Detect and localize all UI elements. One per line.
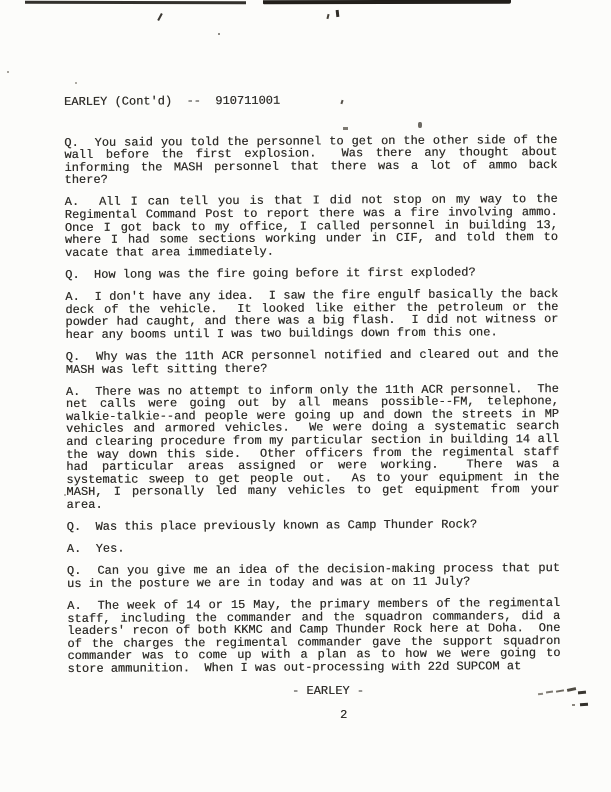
scan-speck: [75, 82, 77, 84]
scan-edge-bar-left: [25, 1, 246, 4]
page-number: 2: [340, 708, 348, 722]
qa-answer: A. All I can tell you is that I did not stop on my way to the Regimental Command Post to report there was a fire involving ammo. Once I got back to my office, I called personnel in building 13, where I had some sections working under in CIF, and told them to vacate that area immediately.: [64, 192, 573, 260]
footer-name: - EARLEY -: [292, 684, 365, 698]
page-header: EARLEY (Cont'd) -- 910711001: [63, 93, 281, 109]
scan-smudge: [538, 693, 543, 695]
scan-smudge: [556, 689, 564, 692]
qa-question: Q. Can you give me an idea of the decision-making process that put us in the posture we are in today and was at on 11 July?: [66, 561, 568, 591]
qa-answer: A. Yes.: [66, 541, 125, 557]
scan-smudge: [580, 703, 588, 707]
scan-smudge: [578, 691, 586, 695]
scan-smudge: [546, 691, 553, 694]
scan-speck: [7, 71, 9, 73]
qa-answer: A. I don't have any idea. I saw the fire engulf basically the back deck of the vehicle. It looked like either the petroleum or the powder had caught, and there was a big flash. I did not witness or hear any booms until I was two buildings down from this one.: [65, 286, 566, 342]
qa-question: Q. You said you told the personnel to get on the other side of the wall before the first explosion. Was there any thought about informing the MASH personnel that there was a lot of ammo back there?: [64, 132, 565, 188]
scan-speck: [336, 10, 339, 17]
qa-question: Q. How long was the fire going before it first exploded?: [65, 265, 476, 282]
scan-speck: [218, 33, 220, 35]
document-body: [63, 93, 573, 685]
scan-smudge: [572, 704, 575, 706]
qa-question: Q. Why was the 11th ACR personnel notified and cleared out and the MASH was left sitting there?: [65, 346, 566, 377]
scan-speck: [326, 14, 329, 19]
qa-answer: A. There was no attempt to inform only the 11th ACR personnel. The net calls were going out by all means possible--FM, telephone, walkie-talkie--and people were going up and down the streets in MP vehicles and armored vehicles. We were doing a systematic search and clearing procedure from my particular section in building 14 all the way down this side. Other officers from the regimental staff had particular areas assigned or were working. There was a systematic sweep to get people out. As to your equipment in the MASH, I personally led many vehicles to get equipment from your area.: [65, 381, 567, 512]
scan-edge-bar-right: [263, 0, 511, 4]
qa-answer: A. The week of 14 or 15 May, the primary members of the regimental staff, including the commander and the squadron commanders, did a leaders' recon of both KKMC and Camp Thunder Rock here at Doha. One of the charges the regimental commander gave the support squadron commander was to come up with a plan as to how we were going to store ammunition. When I was out-processing with 22d SUPCOM at: [67, 595, 568, 676]
scan-smudge: [567, 687, 576, 691]
scan-speck: [157, 13, 163, 21]
qa-question: Q. Was this place previously known as Camp Thunder Rock?: [66, 517, 478, 535]
